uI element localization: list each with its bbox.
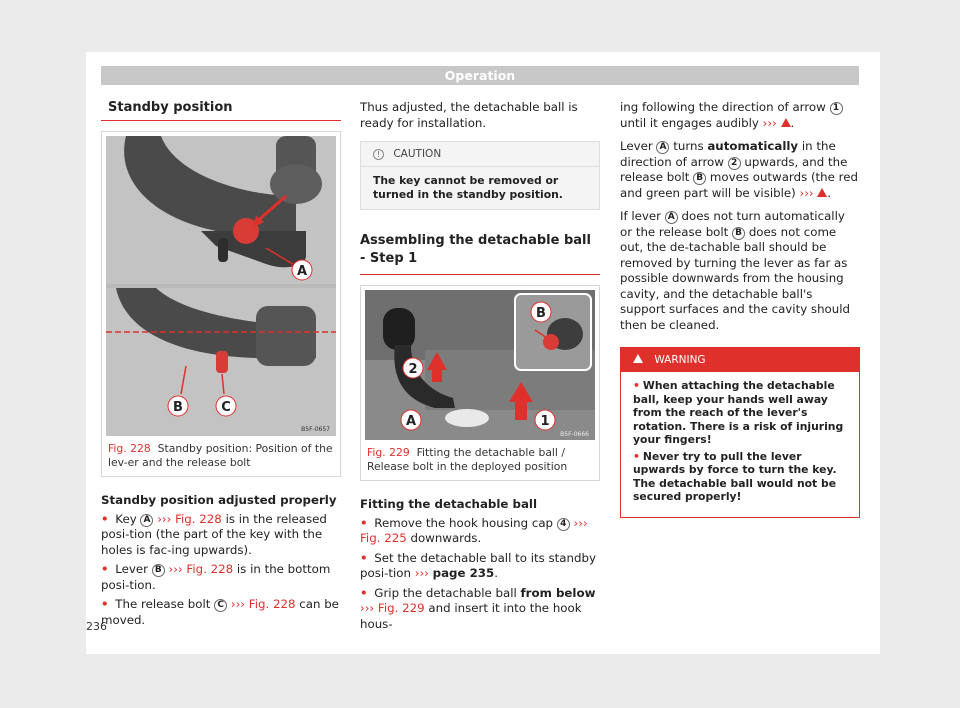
warning-text: Never try to pull the lever upwards by force to turn the key. The detachable ball would not be secured properly!	[633, 449, 837, 503]
bullet-bold-text: from below	[520, 585, 596, 600]
para-text: in the direction of arrow	[620, 139, 836, 169]
para-if-lever	[620, 209, 860, 333]
bullet-text: Set the detachable ball to its standby posi-tion	[360, 550, 596, 580]
para-text: does not turn automatically or the release bolt	[620, 209, 845, 239]
bullet-text: is in the bottom posi-tion.	[101, 562, 331, 592]
bullet-text: can be moved.	[101, 597, 339, 627]
release-bolt-marker	[216, 351, 228, 373]
figure-228	[101, 131, 341, 477]
callout-badge-1: 1	[830, 102, 843, 115]
bullet-dot: •	[360, 515, 368, 530]
callout-badge-a: A	[140, 514, 153, 527]
warning-item	[633, 450, 847, 504]
caution-box	[360, 141, 600, 210]
callout-badge-b: B	[152, 564, 165, 577]
xref-arrow: ›››	[168, 562, 183, 576]
bullet-text: Grip the detachable ball	[374, 585, 517, 600]
callout-badge-a: A	[656, 141, 669, 154]
callout-badge-a: A	[665, 211, 678, 224]
title-rule	[360, 274, 600, 275]
warning-label: WARNING	[654, 354, 706, 366]
warning-box	[620, 347, 860, 518]
fig229-code: B5F-0666	[560, 431, 589, 438]
warning-item	[633, 379, 847, 447]
figure-228-number: Fig. 228	[108, 442, 151, 455]
caution-label: CAUTION	[393, 148, 442, 160]
middle-column	[360, 100, 600, 632]
xref-arrow: ›››	[230, 597, 246, 611]
xref-arrow: ›››	[799, 185, 814, 200]
figure-229-caption-text: Fitting the detachable ball / Release bolt in the deployed position	[367, 446, 568, 473]
callout-badge-b: B	[732, 227, 745, 240]
bullet-dot: •	[101, 511, 109, 526]
warning-header	[621, 348, 859, 372]
fig228-callout-c: C	[221, 400, 231, 415]
callout-badge-b: B	[693, 172, 706, 185]
bullet-release-bolt	[101, 597, 341, 628]
bullet-dot: •	[633, 379, 640, 392]
figure-228-caption-text: Standby position: Position of the lev-er and the release bolt	[108, 442, 333, 469]
warning-list	[621, 372, 859, 517]
bullet-text: Remove the hook housing cap	[374, 515, 554, 530]
bullet-dot: •	[360, 550, 368, 565]
bullet-remove-cap	[360, 516, 600, 547]
xref-arrow: ›››	[157, 511, 172, 526]
fig-228-link[interactable]: Fig. 228	[248, 597, 296, 611]
bullet-lever	[101, 562, 341, 593]
title-rule	[101, 120, 341, 121]
para-text: ing following the direction of arrow	[620, 100, 826, 114]
subheading-fitting: Fitting the detachable ball	[360, 497, 538, 511]
section-title-standby: Standby position	[108, 100, 233, 115]
page-number: 236	[86, 620, 107, 633]
xref-arrow: ›››	[573, 515, 588, 530]
bullet-key	[101, 512, 341, 559]
section-title-assembling: Assembling the detachable ball - Step 1	[360, 233, 591, 266]
intro-text: Thus adjusted, the detachable ball is ready for installation.	[360, 100, 578, 130]
bullet-text: and insert it into the hook hous-	[360, 601, 582, 631]
fig228-callout-a: A	[296, 264, 308, 279]
figure-229-number: Fig. 229	[367, 446, 410, 459]
para-text: moves outwards (the red and green part will be visible)	[620, 170, 859, 200]
xref-arrow: ›››	[762, 115, 777, 130]
bullet-dot: •	[101, 562, 109, 576]
xref-arrow: ›››	[414, 566, 429, 580]
warning-triangle-icon[interactable]	[817, 188, 827, 197]
bullet-text: Key	[115, 511, 137, 526]
warning-text: When attaching the detachable ball, keep your hands well away from the reach of the lever's rotation. There is a risk of injuring your fingers!	[633, 379, 844, 446]
fig229-callout-a: A	[405, 414, 417, 429]
figure-229	[360, 285, 600, 481]
fig-229-link[interactable]: Fig. 229	[377, 601, 425, 615]
warning-triangle-icon[interactable]	[781, 118, 791, 127]
bullet-text: .	[494, 566, 498, 580]
callout-badge-2: 2	[728, 157, 741, 170]
para-text: does not come out, the de-tachable ball should be removed by turning the lever as far as possible downwards from the housing cavity, and the detachable ball's support surfaces and the cavity should then be cleaned.	[620, 224, 851, 332]
bullet-set-standby	[360, 551, 600, 582]
bullet-text: downwards.	[410, 531, 482, 545]
bullet-grip	[360, 586, 600, 633]
fig228-callout-b: B	[173, 400, 183, 415]
para-text: until it engages audibly	[620, 115, 759, 130]
fig-225-link[interactable]: Fig. 225	[360, 531, 407, 545]
warning-triangle-icon	[633, 354, 643, 363]
para-text: turns	[673, 139, 704, 153]
figure-229-illustration	[365, 290, 595, 440]
callout-badge-c: C	[214, 599, 227, 612]
figure-229-caption	[365, 440, 595, 476]
fig229-callout-1: 1	[540, 414, 550, 429]
fig-228-link[interactable]: Fig. 228	[175, 511, 222, 526]
para-text: Lever	[620, 139, 653, 153]
bullet-text: The release bolt	[115, 597, 211, 611]
caution-text: The key cannot be removed or turned in the standby position.	[373, 174, 563, 201]
left-column	[101, 100, 341, 628]
fig-228-link[interactable]: Fig. 228	[186, 562, 234, 576]
fig229-callout-b: B	[536, 306, 546, 321]
bullet-dot: •	[633, 449, 640, 463]
bullet-dot: •	[101, 597, 109, 611]
figure-228-caption	[106, 436, 336, 472]
chapter-header: Operation	[101, 66, 859, 85]
fig228-code: B5F-0657	[301, 426, 330, 433]
page-235-link[interactable]: page 235	[432, 566, 495, 580]
para-bold-text: automatically	[707, 139, 799, 153]
caution-header	[361, 142, 599, 167]
bullet-text: Lever	[115, 562, 149, 576]
subheading-standby-adjusted: Standby position adjusted properly	[101, 493, 337, 507]
bullet-dot: •	[360, 585, 368, 600]
callout-badge-4: 4	[557, 518, 570, 531]
para-text: upwards, and the release bolt	[620, 154, 848, 184]
right-column	[620, 100, 860, 518]
fig229-callout-2: 2	[408, 362, 418, 377]
para-lever-turns: Lever A turns automatically in the direction of arrow 2 upwards, and the release bolt B moves outwards (the red and green part will be visible) ››› .	[620, 139, 859, 200]
info-icon: !	[373, 149, 384, 160]
figure-228-illustration	[106, 136, 336, 436]
bullet-text: is in the released posi-tion (the part of the key with the holes is fac-ing upwards).	[101, 511, 327, 557]
para-engage: ing following the direction of arrow 1 until it engages audibly ››› .	[620, 100, 860, 131]
xref-arrow: ›››	[360, 601, 375, 615]
para-text: If lever	[620, 209, 662, 223]
